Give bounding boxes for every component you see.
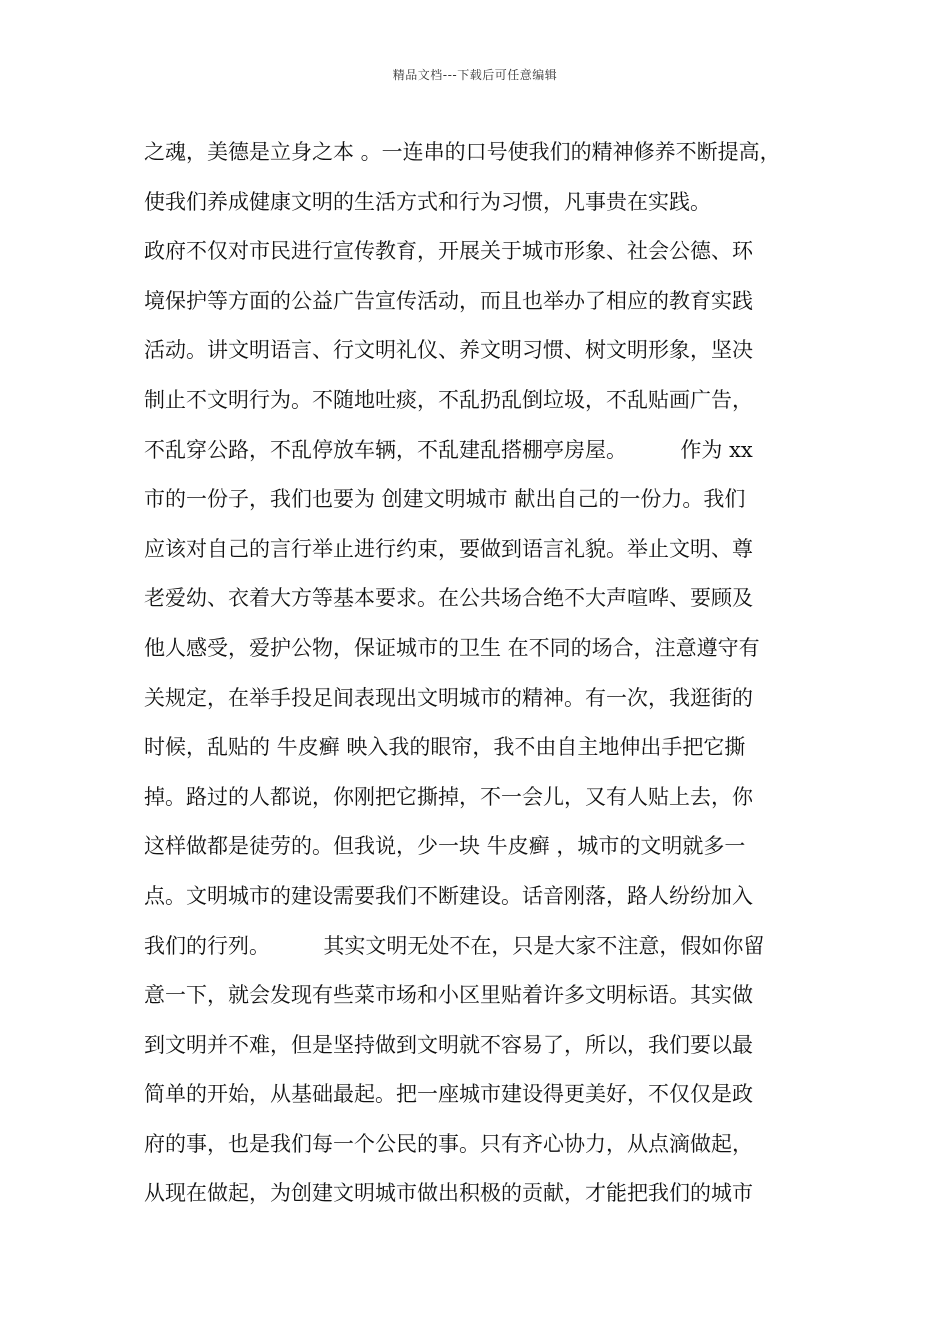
body-line: 简单的开始，从基础最起。把一座城市建设得更美好，不仅仅是政: [144, 1082, 753, 1107]
body-line: 不乱穿公路，不乱停放车辆，不乱建乱搭棚亭房屋。 作为 xx: [144, 437, 753, 462]
body-line: 时候，乱贴的 牛皮癣 映入我的眼帘，我不由自主地伸出手把它撕: [144, 735, 746, 760]
document-body: [144, 128, 824, 1219]
body-line: 意一下，就会发现有些菜市场和小区里贴着许多文明标语。其实做: [144, 983, 753, 1008]
body-line: 市的一份子，我们也要为 创建文明城市 献出自己的一份力。我们: [144, 487, 746, 512]
body-line: 制止不文明行为。不随地吐痰，不乱扔乱倒垃圾，不乱贴画广告，: [144, 387, 753, 412]
body-line: 点。文明城市的建设需要我们不断建设。话音刚落，路人纷纷加入: [144, 883, 753, 908]
body-line: 使我们养成健康文明的生活方式和行为习惯，凡事贵在实践。: [144, 189, 711, 214]
body-line: 境保护等方面的公益广告宣传活动，而且也举办了相应的教育实践: [144, 288, 753, 313]
page-header: 精品文档---下载后可任意编辑: [392, 68, 558, 82]
body-line: 应该对自己的言行举止进行约束，要做到语言礼貌。举止文明、尊: [144, 536, 753, 561]
body-line: 他人感受，爱护公物，保证城市的卫生 在不同的场合，注意遵守有: [144, 635, 760, 660]
body-line: 政府不仅对市民进行宣传教育，开展关于城市形象、社会公德、环: [144, 239, 753, 264]
body-line: 这样做都是徒劳的。但我说，少一块 牛皮癣 ，城市的文明就多一: [144, 834, 746, 859]
body-line: 老爱幼、衣着大方等基本要求。在公共场合绝不大声喧哗、要顾及: [144, 586, 753, 611]
body-line: 掉。路过的人都说，你刚把它撕掉，不一会儿，又有人贴上去，你: [144, 784, 753, 809]
body-line: 府的事，也是我们每一个公民的事。只有齐心协力，从点滴做起，: [144, 1131, 753, 1156]
body-line: 从现在做起，为创建文明城市做出积极的贡献，才能把我们的城市: [144, 1181, 753, 1206]
body-line: 关规定，在举手投足间表现出文明城市的精神。有一次，我逛街的: [144, 685, 753, 710]
body-line: 活动。讲文明语言、行文明礼仪、养文明习惯、树文明形象，坚决: [144, 338, 753, 363]
body-line: 我们的行列。 其实文明无处不在，只是大家不注意，假如你留: [144, 933, 765, 958]
body-line: 到文明并不难，但是坚持做到文明就不容易了，所以，我们要以最: [144, 1032, 753, 1057]
body-line: 之魂，美德是立身之本 。一连串的口号使我们的精神修养不断提高，: [144, 140, 781, 164]
